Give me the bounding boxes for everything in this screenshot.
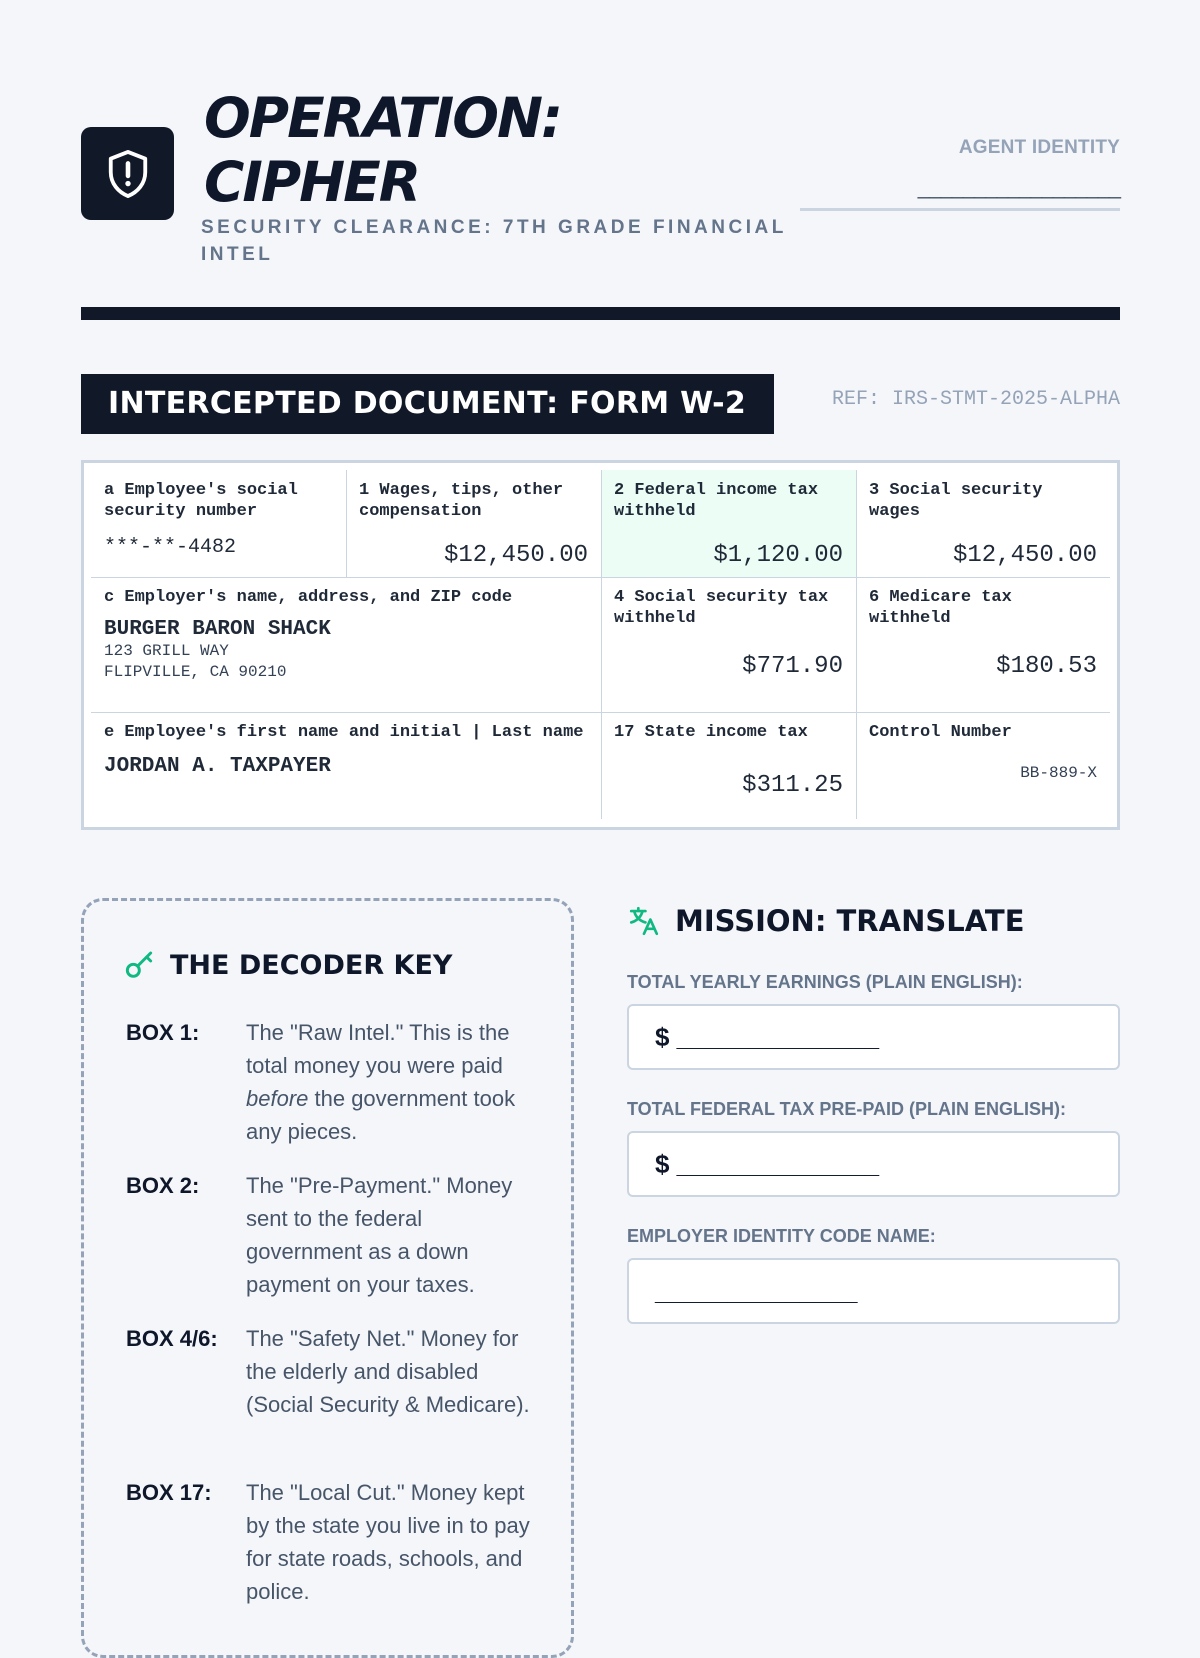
header xyxy=(81,80,1120,280)
decoder-entry-box: BOX 4/6: xyxy=(126,1326,218,1351)
grid-line xyxy=(91,712,1110,713)
grid-line xyxy=(856,470,857,819)
box-2-label: 2 Federal income tax withheld xyxy=(614,481,819,521)
box-c-label: c Employer's name, address, and ZIP code xyxy=(104,588,513,607)
grid-line xyxy=(601,470,602,819)
decoder-entry xyxy=(126,1322,546,1462)
agent-identity-blank[interactable]: __________________ xyxy=(917,174,1120,199)
decoder-key-title xyxy=(124,949,452,981)
box-2-value: $1,120.00 xyxy=(713,542,843,569)
decoder-key-panel xyxy=(81,898,574,1658)
box-6-label: 6 Medicare tax withheld xyxy=(869,588,1012,628)
title-line-1: OPERATION: xyxy=(204,86,562,150)
box-6-value: $180.53 xyxy=(996,653,1097,680)
logo xyxy=(81,127,174,220)
mission-heading: MISSION: TRANSLATE xyxy=(675,904,1025,938)
section-banner: INTERCEPTED DOCUMENT: FORM W-2 xyxy=(81,374,774,434)
earnings-field-label: TOTAL YEARLY EARNINGS (PLAIN ENGLISH): xyxy=(627,972,1023,992)
page-subtitle: SECURITY CLEARANCE: 7TH GRADE FINANCIAL INTEL xyxy=(201,217,787,265)
box-3-value: $12,450.00 xyxy=(952,542,1097,569)
decoder-key-heading: THE DECODER KEY xyxy=(170,949,453,981)
title-line-2: CIPHER xyxy=(204,150,420,214)
box-a-label: a Employee's social security number xyxy=(104,481,298,521)
control-number-label: Control Number xyxy=(869,723,1012,742)
box-1-value: $12,450.00 xyxy=(443,542,588,569)
box-1-wages xyxy=(346,470,601,577)
reference-code: REF: IRS-STMT-2025-ALPHA xyxy=(831,388,1120,411)
agent-identity-label: AGENT IDENTITY xyxy=(958,137,1120,158)
decoder-entry-text: The "Local Cut." Money kept by the state you live in to pay for state roads, schools, and police. xyxy=(246,1480,530,1604)
decoder-entry xyxy=(126,1016,546,1156)
employer-code-answer-field[interactable]: ______________ xyxy=(627,1258,1120,1324)
decoder-entry xyxy=(126,1169,546,1309)
header-divider xyxy=(81,307,1120,320)
federal-tax-field-label: TOTAL FEDERAL TAX PRE-PAID (PLAIN ENGLISH): xyxy=(627,1099,1067,1119)
box-17-state-tax xyxy=(601,712,856,819)
employer-name: BURGER BARON SHACK xyxy=(104,618,331,641)
w2-form xyxy=(81,460,1120,830)
box-1-label: 1 Wages, tips, other compensation xyxy=(359,481,564,521)
box-a-ssn xyxy=(91,470,346,577)
grid-line xyxy=(91,577,1110,578)
key-icon xyxy=(124,949,156,981)
decoder-text-part: the government took any pieces. xyxy=(246,1086,516,1144)
decoder-text-part: The "Raw Intel." This is the total money you were paid xyxy=(246,1020,510,1078)
mission-title xyxy=(627,904,1025,938)
box-4-ss-tax xyxy=(601,577,856,712)
worksheet-page xyxy=(81,0,1120,1604)
decoder-entry-box: BOX 1: xyxy=(126,1020,200,1045)
decoder-entry-text: The "Pre-Payment." Money sent to the federal government as a down payment on your taxes. xyxy=(246,1173,513,1297)
box-3-ss-wages xyxy=(856,470,1110,577)
employer-address-2: FLIPVILLE, CA 90210 xyxy=(104,663,287,681)
control-number xyxy=(856,712,1110,819)
box-4-value: $771.90 xyxy=(742,653,843,680)
federal-tax-answer-field[interactable]: $ ______________ xyxy=(627,1131,1120,1197)
box-17-label: 17 State income tax xyxy=(614,723,808,742)
decoder-text-emphasis: before xyxy=(246,1086,309,1111)
employee-name: JORDAN A. TAXPAYER xyxy=(104,755,331,778)
box-17-value: $311.25 xyxy=(742,772,843,799)
box-e-label: e Employee's first name and initial | Last name xyxy=(104,723,584,742)
shield-alert-icon xyxy=(105,149,151,199)
control-number-value: BB-889-X xyxy=(1020,764,1097,782)
agent-identity-underline xyxy=(800,208,1120,211)
decoder-entry-text xyxy=(246,1016,536,1148)
box-c-employer xyxy=(91,577,601,712)
decoder-entry-box: BOX 17: xyxy=(126,1480,212,1505)
box-a-value: ***-**-4482 xyxy=(104,536,237,559)
decoder-entry-box: BOX 2: xyxy=(126,1173,200,1198)
box-6-medicare-tax xyxy=(856,577,1110,712)
employer-address-1: 123 GRILL WAY xyxy=(104,642,229,660)
decoder-entry xyxy=(126,1476,546,1616)
grid-line xyxy=(346,470,347,577)
earnings-answer-field[interactable]: $ ______________ xyxy=(627,1004,1120,1070)
box-e-employee xyxy=(91,712,601,819)
page-title xyxy=(204,86,804,214)
box-4-label: 4 Social security tax withheld xyxy=(614,588,829,628)
decoder-entry-text: The "Safety Net." Money for the elderly and disabled (Social Security & Medicare). xyxy=(246,1326,530,1417)
box-3-label: 3 Social security wages xyxy=(869,481,1043,521)
employer-code-field-label: EMPLOYER IDENTITY CODE NAME: xyxy=(627,1226,936,1246)
translate-icon xyxy=(627,904,661,938)
box-2-federal-tax xyxy=(601,470,856,577)
